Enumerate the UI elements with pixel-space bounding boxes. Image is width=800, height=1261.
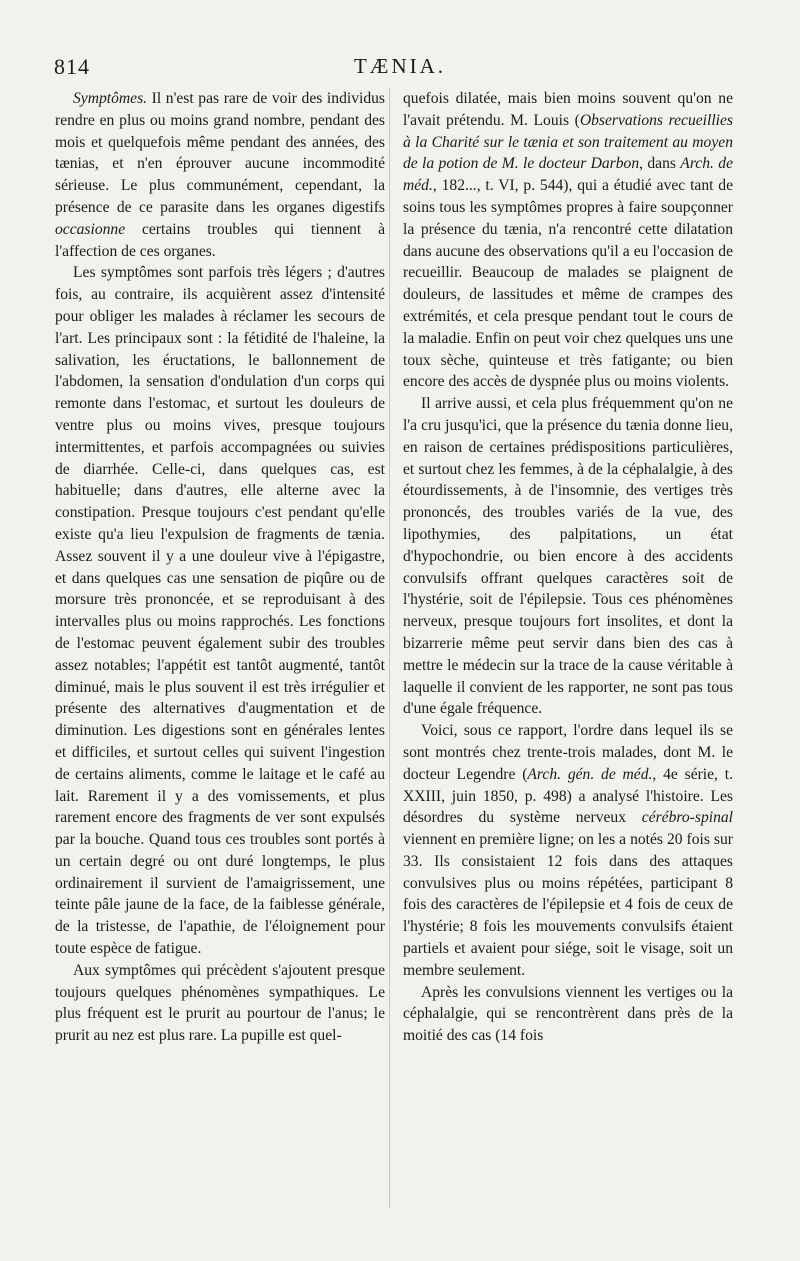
italic-run: Arch. de méd. xyxy=(403,155,733,195)
italic-run: occasionne xyxy=(55,220,126,238)
paragraph: Après les convulsions viennent les vertiges ou la céphalalgie, qui se rencontrèrent dans près de la moitié des cas (14 fois xyxy=(403,983,733,1045)
text-run: , dans xyxy=(639,155,681,173)
text-run: viennent en première ligne; on les a notés 20 fois sur 33. Ils consistaient 12 fois dans des attaques convulsives plus ou moins répétées, participant 8 fois des caractères de l'épilepsie et 4 fois de ceux de l'hystérie; 8 fois les mouvements convulsifs étaient partiels et avaient pour siége, soit le visage, soit un membre seulement. xyxy=(403,831,733,979)
paragraph: Il arrive aussi, et cela plus fréquemment qu'on ne l'a cru jusqu'ici, que la présence du tænia donne lieu, en raison de certaines prédispositions particulières, et surtout chez les femmes, à de la céphalalgie, à des étourdissements, à de l'insomnie, des vertiges très prononcés, des troubles variés de la vue, des lipothymies, des palpitations, un état d'hypochondrie, ou bien encore à des accidents convulsifs offrant quelques caractères soit de l'hystérie, soit de l'épilepsie. Tous ces phénomènes nerveux, presque toujours fort insolites, et dont la bizarrerie même peut servir dans bien des cas à mettre le médecin sur la trace de la cause véritable à laquelle il convient de les rapporter, ne sont pas tous d'une égale fréquence. xyxy=(403,395,733,718)
text-run: , 182..., t. VI, p. 544), qui a étudié avec tant de soins tous les symptômes propres à faire soupçonner la présence du tænia, n'a rencontré cette dilatation dans aucune des observations qu'il a eu l'occasion de recueillir. Beaucoup de malades se plaignent de douleurs, de lassitudes et même de crampes des extrémités, et cela presque pendant tout le cours de la maladie. Enfin on peut voir chez quelques uns une toux sèche, quinteuse et très fatigante; ou bien encore des accès de dyspnée plus ou moins violents. xyxy=(403,177,733,391)
text-run: Voici, sous ce rapport, l'ordre dans lequel ils se sont montrés chez trente-trois malades, dont M. le docteur Legendre ( xyxy=(403,722,733,783)
left-column xyxy=(55,88,385,1047)
paragraph xyxy=(403,720,733,982)
text-run: , 4e série, t. XXIII, juin 1850, p. 498) a analysé l'histoire. Les désordres du système nerveux xyxy=(403,765,733,827)
italic-run: Observations recueillies à la Charité sur le tænia et son traitement au moyen de la potion de M. le docteur Darbon xyxy=(403,111,733,173)
column-divider xyxy=(389,88,390,1208)
text-run: Il n'est pas rare de voir des individus rendre en plus ou moins grand nombre, pendant des mois et quelquefois même pendant des années, des tænias, et n'en éprouver aucune incommodité sérieuse. Le plus communément, cependant, la présence de ce parasite dans les organes digestifs xyxy=(55,90,385,216)
paragraph xyxy=(403,88,733,393)
running-head: TÆNIA. xyxy=(353,54,447,78)
text-run: quefois dilatée, mais bien moins souvent qu'on ne l'avait prétendu. M. Louis ( xyxy=(403,90,733,129)
paragraph: Aux symptômes qui précèdent s'ajoutent presque toujours quelques phénomènes sympathiques. Le plus fréquent est le prurit au pourtour de l'anus; le prurit au nez est plus rare. La pupille est quel- xyxy=(55,961,385,1045)
paragraph xyxy=(55,88,385,262)
paragraph: Les symptômes sont parfois très légers ; d'autres fois, au contraire, ils acquièrent assez d'intensité pour obliger les malades à réclamer les secours de l'art. Les principaux sont : la fétidité de l'haleine, la salivation, les éructations, le ballonnement de l'abdomen, la sensation d'ondulation d'un corps qui remonte dans l'estomac, et surtout les douleurs de ventre plus ou moins vives, presque toujours intermittentes, et parfois accompagnées ou suivies de diarrhée. Celle-ci, dans quelques cas, est habituelle; dans d'autres, elle alterne avec la constipation. Presque toujours c'est pendant qu'elle existe qu'a lieu l'expulsion de fragments de tænia. Assez souvent il y a une douleur vive à l'épigastre, et dans quelques cas une sensation de piqûre ou de morsure très prononcée, et se reproduisant à des intervalles plus ou moins rapprochés. Les fonctions de l'estomac peuvent également subir des troubles assez notables; l'appétit est tantôt augmenté, tantôt diminué, mais le plus souvent il est très irrégulier et présente des alternatives d'augmentation et de diminution. Les digestions sont en générales lentes et difficiles, et surtout celles qui suivent l'ingestion de certains aliments, comme le laitage et le café au lait. Rarement il y a des vomissements, et plus rarement encore des fragments de ver sont expulsés par la bouche. Quand tous ces troubles sont portés à un certain degré ou ont duré longtemps, le plus ordinairement il survient de l'amaigrissement, une teinte pâle jaune de la face, de la faiblesse générale, de la tristesse, de l'apathie, de l'éloignement pour toute espèce de fatigue. xyxy=(55,264,385,958)
page-number: 814 xyxy=(54,54,90,79)
text-run: certains troubles qui tiennent à l'affection de ces organes. xyxy=(55,220,385,260)
right-column xyxy=(403,88,733,1047)
italic-run: Arch. gén. de méd. xyxy=(527,765,653,783)
section-lead: Symptômes. xyxy=(73,90,148,107)
italic-run: cérébro-spinal xyxy=(641,809,733,827)
